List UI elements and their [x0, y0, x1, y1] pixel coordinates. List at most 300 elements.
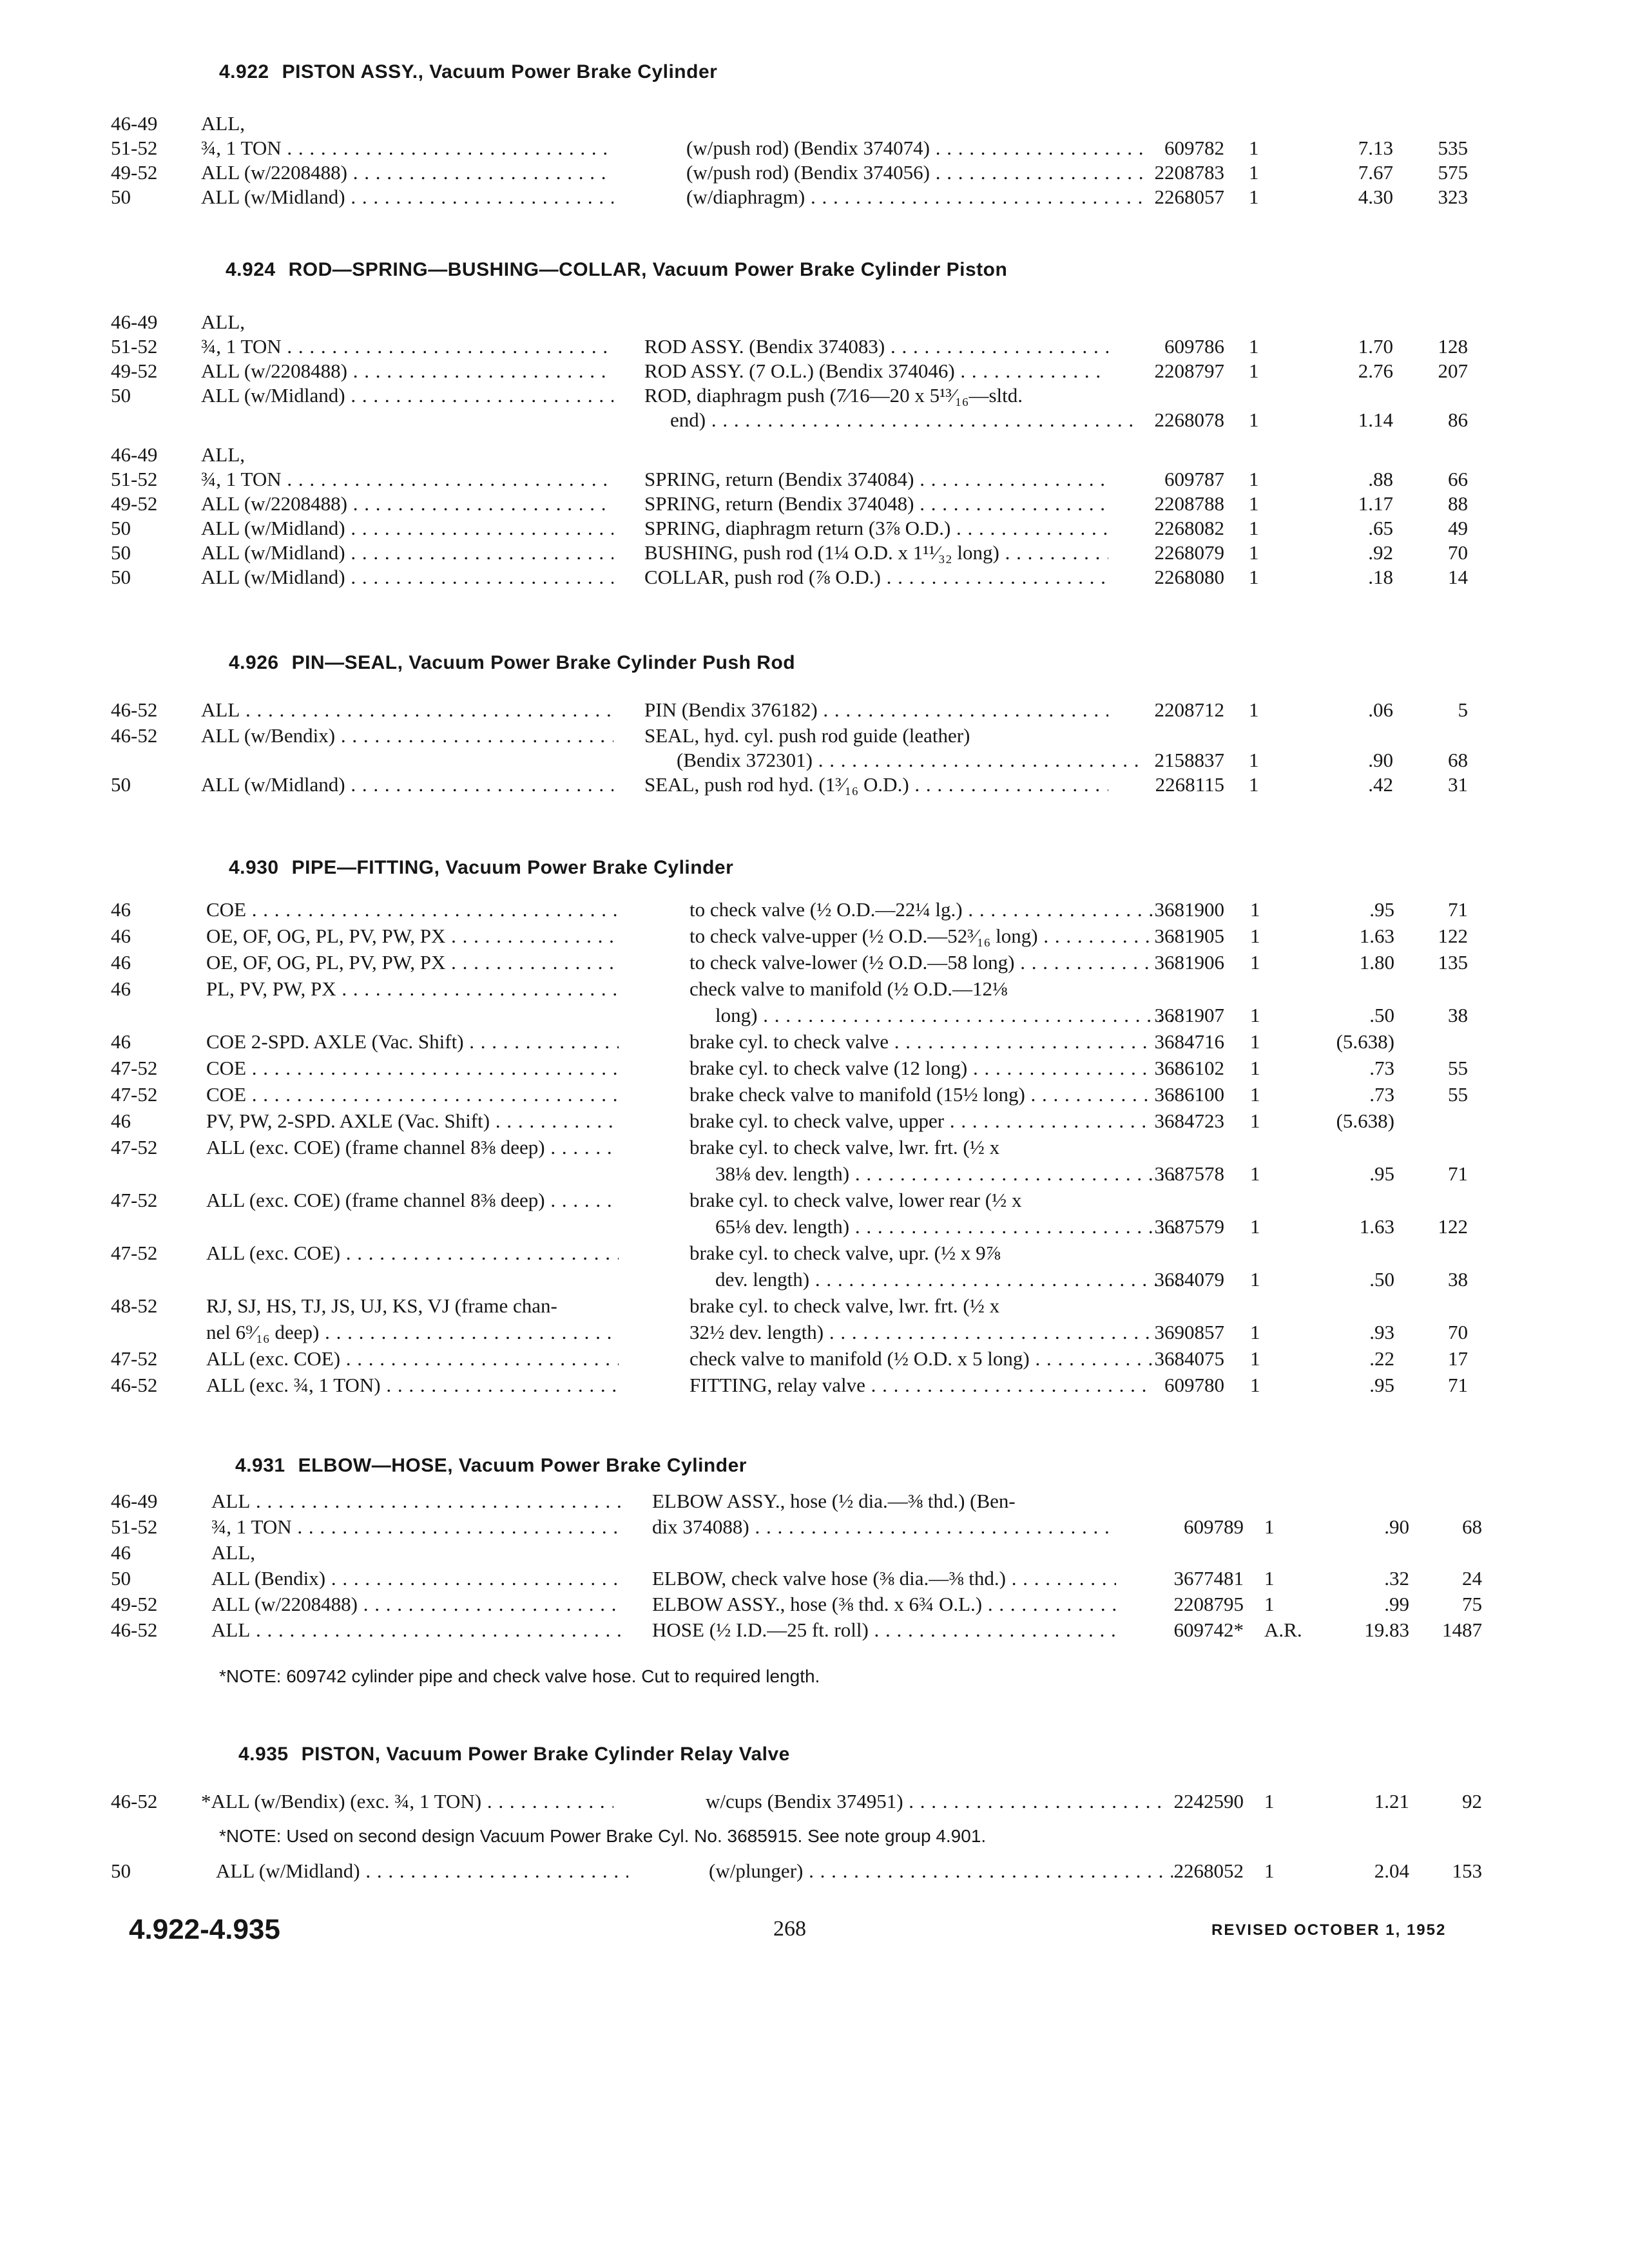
leader-dots [706, 408, 1134, 431]
year-cell: 47-52 [111, 1057, 158, 1079]
table-row [0, 976, 1629, 1002]
weight-cell: 55 [1448, 1083, 1468, 1106]
year-cell: 47-52 [111, 1242, 158, 1264]
quantity-cell: 1 [1264, 1593, 1275, 1615]
price-cell: 2.04 [1374, 1860, 1409, 1882]
price-cell: .32 [1384, 1567, 1409, 1590]
model-cell: ALL (w/Midland) . . . [201, 540, 613, 566]
weight-cell: 17 [1448, 1347, 1468, 1370]
year-cell: 46-52 [111, 1790, 158, 1812]
description-text: brake cyl. to check valve, upper [689, 1110, 945, 1132]
price-cell: 4.30 [1358, 186, 1393, 208]
description-text: w/cups (Bendix 374951) [706, 1790, 903, 1812]
model-cell: ALL (w/Midland) . . . [201, 515, 613, 541]
table-row [0, 309, 1629, 335]
year-cell: 46 [111, 977, 131, 1000]
table-row [0, 723, 1629, 749]
description-cell [652, 1591, 1116, 1617]
description-text: brake cyl. to check valve (12 long) [689, 1057, 968, 1079]
description-cell [644, 697, 1108, 723]
price-cell: .50 [1369, 1004, 1394, 1026]
model-cell: ¾, 1 TON . . . [211, 1514, 624, 1540]
description-text: ROD ASSY. (Bendix 374083) [644, 335, 885, 358]
part-number-cell: 2208712 [1154, 698, 1224, 721]
year-cell: 51-52 [111, 468, 158, 490]
model-cell: ALL . . . [201, 697, 613, 723]
part-number-cell: 609786 [1164, 335, 1224, 358]
model-cell: OE, OF, OG, PL, PV, PW, PX . . . [206, 923, 619, 949]
description-text: 32½ dev. length) [689, 1321, 824, 1343]
page-number: 268 [773, 1917, 806, 1941]
model-cell: ALL . . . [211, 1617, 624, 1643]
model-cell: ALL, [211, 1541, 256, 1564]
table-row [0, 564, 1629, 590]
table-row [0, 160, 1629, 186]
description-text: SPRING, return (Bendix 374084) [644, 468, 914, 490]
leader-dots [1006, 1567, 1116, 1590]
description-cell [686, 160, 1150, 186]
leader-dots [869, 1619, 1116, 1641]
section-heading: PIPE—FITTING, Vacuum Power Brake Cylinder [291, 857, 734, 878]
table-row [0, 897, 1629, 923]
year-cell: 49-52 [111, 1593, 158, 1615]
model-cell: ALL (w/2208488) . . . [201, 491, 613, 517]
table-row [0, 1082, 1629, 1108]
year-cell: 49-52 [111, 161, 158, 184]
model-cell: ALL (exc. COE) . . . [206, 1346, 619, 1372]
description-cell [652, 1514, 1116, 1540]
model-cell: ALL (w/2208488) . . . [201, 358, 613, 384]
description-text: (Bendix 372301) [677, 749, 813, 771]
description-text: SPRING, diaphragm return (3⅞ O.D.) [644, 517, 951, 539]
table-row [0, 747, 1629, 773]
table-row [0, 135, 1629, 161]
table-row [0, 358, 1629, 384]
description-cell [644, 564, 1108, 590]
year-cell: 46-52 [111, 698, 158, 721]
description-cell [644, 491, 1108, 517]
price-cell: 19.83 [1364, 1619, 1409, 1641]
part-number-cell: 3677481 [1173, 1567, 1244, 1590]
description-text: end) [670, 408, 706, 431]
year-cell: 46-52 [111, 1619, 158, 1641]
description-text: (w/push rod) (Bendix 374074) [686, 137, 930, 159]
quantity-cell: 1 [1249, 566, 1259, 588]
quantity-cell: 1 [1250, 1215, 1260, 1238]
quantity-cell: 1 [1250, 1347, 1260, 1370]
leader-dots [909, 773, 1108, 796]
model-cell: ALL (w/Midland) . . . [216, 1858, 628, 1884]
section-heading: ROD—SPRING—BUSHING—COLLAR, Vacuum Power Brake Cylinder Piston [288, 259, 1008, 280]
part-number-cell: 609787 [1164, 468, 1224, 490]
model-cell: ¾, 1 TON . . . [201, 334, 613, 360]
weight-cell: 535 [1438, 137, 1468, 159]
quantity-cell: 1 [1249, 698, 1259, 721]
weight-cell: 70 [1448, 1321, 1468, 1343]
table-row [0, 1293, 1629, 1319]
weight-cell: 66 [1448, 468, 1468, 490]
description-cell [689, 1320, 1153, 1345]
price-cell: .42 [1368, 773, 1393, 796]
quantity-cell: 1 [1249, 161, 1259, 184]
quantity-cell: 1 [1249, 408, 1259, 431]
table-row [0, 1617, 1629, 1643]
year-cell: 46-52 [111, 724, 158, 747]
part-number-cell: 3681907 [1154, 1004, 1224, 1026]
price-cell: .73 [1369, 1083, 1394, 1106]
description-cell [706, 1789, 1170, 1814]
description-cell [689, 923, 1153, 949]
table-row [0, 334, 1629, 360]
section-title [238, 1744, 790, 1765]
price-cell: .50 [1369, 1268, 1394, 1291]
leader-dots [999, 541, 1108, 564]
weight-cell: 14 [1448, 566, 1468, 588]
table-row [0, 1320, 1629, 1345]
weight-cell: 71 [1448, 1162, 1468, 1185]
weight-cell: 71 [1448, 1374, 1468, 1396]
year-cell: 51-52 [111, 335, 158, 358]
part-number-cell: 3681905 [1154, 925, 1224, 947]
section-title [235, 1455, 747, 1477]
price-cell: .22 [1369, 1347, 1394, 1370]
weight-cell: 75 [1462, 1593, 1482, 1615]
model-cell: ALL . . . [211, 1488, 624, 1514]
table-row [0, 1514, 1629, 1540]
weight-cell: 92 [1462, 1790, 1482, 1812]
description-cell [644, 772, 1108, 798]
description-cell [689, 1187, 1153, 1213]
year-cell: 50 [111, 566, 131, 588]
part-number-cell: 2268115 [1155, 773, 1224, 796]
quantity-cell: 1 [1249, 186, 1259, 208]
quantity-cell: 1 [1250, 898, 1260, 921]
leader-dots [813, 749, 1141, 771]
model-cell: COE 2-SPD. AXLE (Vac. Shift) . . . [206, 1029, 619, 1055]
quantity-cell: A.R. [1264, 1619, 1302, 1641]
section-title [229, 652, 795, 674]
part-number-cell: 2268079 [1154, 541, 1224, 564]
description-text: PIN (Bendix 376182) [644, 698, 818, 721]
description-cell: ROD, diaphragm push (7⁄16—20 x 5¹³⁄₁₆—sltd. [644, 384, 1023, 407]
description-cell [689, 1029, 1153, 1055]
leader-dots [818, 698, 1108, 721]
quantity-cell: 1 [1264, 1567, 1275, 1590]
quantity-cell: 1 [1250, 1057, 1260, 1079]
weight-cell: 38 [1448, 1268, 1468, 1291]
description-text: SEAL, push rod hyd. (1³⁄₁₆ O.D.) [644, 773, 909, 796]
description-text: dix 374088) [652, 1515, 749, 1538]
year-cell: 47-52 [111, 1136, 158, 1158]
table-row [0, 184, 1629, 210]
quantity-cell: 1 [1250, 951, 1260, 974]
weight-cell: 207 [1438, 360, 1468, 382]
leader-dots [955, 360, 1108, 382]
weight-cell: 71 [1448, 898, 1468, 921]
part-number-cell: 2268080 [1154, 566, 1224, 588]
table-row [0, 1187, 1629, 1213]
price-cell: 1.63 [1359, 925, 1394, 947]
quantity-cell: 1 [1249, 773, 1259, 796]
table-row [0, 1346, 1629, 1372]
model-cell: ALL (w/Midland) . . . [201, 383, 613, 408]
description-text: brake cyl. to check valve, lwr. frt. (½ x [689, 1136, 1000, 1158]
price-cell: 1.70 [1358, 335, 1393, 358]
part-number-cell: 3681906 [1154, 951, 1224, 974]
price-cell: 7.67 [1358, 161, 1393, 184]
description-cell [689, 1055, 1153, 1081]
description-cell [686, 135, 1150, 161]
year-cell: 46-49 [111, 1490, 158, 1512]
quantity-cell: 1 [1249, 517, 1259, 539]
table-row [0, 1591, 1629, 1617]
description-text: COLLAR, push rod (⅞ O.D.) [644, 566, 881, 588]
model-cell: ALL (exc. ¾, 1 TON) . . . [206, 1372, 619, 1398]
weight-cell: 323 [1438, 186, 1468, 208]
section-number: 4.924 [226, 259, 276, 280]
weight-cell: 31 [1448, 773, 1468, 796]
table-row [0, 1108, 1629, 1134]
year-cell: 46-49 [111, 443, 158, 466]
year-cell: 51-52 [111, 137, 158, 159]
weight-cell: 68 [1448, 749, 1468, 771]
description-text: HOSE (½ I.D.—25 ft. roll) [652, 1619, 869, 1641]
part-number-cell: 3684723 [1154, 1110, 1224, 1132]
year-cell: 46 [111, 898, 131, 921]
model-cell: ALL (Bendix) . . . [211, 1566, 624, 1591]
description-cell [689, 897, 1153, 923]
year-cell: 46-49 [111, 112, 158, 135]
year-cell: 48-52 [111, 1294, 158, 1317]
price-cell: .99 [1384, 1593, 1409, 1615]
price-cell: (5.638) [1336, 1030, 1394, 1053]
model-cell: ALL (exc. COE) . . . [206, 1240, 619, 1266]
year-cell: 50 [111, 541, 131, 564]
description-text: 38⅛ dev. length) [715, 1162, 850, 1185]
quantity-cell: 1 [1250, 1321, 1260, 1343]
section-note: *NOTE: 609742 cylinder pipe and check valve hose. Cut to required length. [219, 1666, 820, 1686]
part-number-cell: 2268082 [1154, 517, 1224, 539]
quantity-cell: 1 [1249, 137, 1259, 159]
section-number: 4.935 [238, 1744, 289, 1765]
table-row [0, 540, 1629, 566]
description-cell [689, 1346, 1153, 1372]
description-cell [689, 1293, 1153, 1319]
model-cell: RJ, SJ, HS, TJ, JS, UJ, KS, VJ (frame chan- [206, 1294, 557, 1317]
year-cell: 50 [111, 186, 131, 208]
model-cell: ALL (w/2208488) . . . [201, 160, 613, 186]
model-cell: ALL (w/Midland) . . . [201, 184, 613, 210]
year-cell: 47-52 [111, 1189, 158, 1211]
description-cell [689, 1082, 1153, 1108]
price-cell: 1.80 [1359, 951, 1394, 974]
quantity-cell: 1 [1249, 749, 1259, 771]
table-row [0, 1055, 1629, 1081]
weight-cell: 575 [1438, 161, 1468, 184]
part-number-cell: 2208788 [1154, 492, 1224, 515]
description-text: brake cyl. to check valve, lwr. frt. (½ x [689, 1294, 1000, 1317]
part-number-cell: 2208783 [1154, 161, 1224, 184]
model-cell: COE . . . [206, 1055, 619, 1081]
description-cell [670, 407, 1134, 433]
description-cell [644, 540, 1108, 566]
model-cell: COE . . . [206, 897, 619, 923]
weight-cell: 70 [1448, 541, 1468, 564]
model-cell: PL, PV, PW, PX . . . [206, 976, 619, 1002]
group-range: 4.922-4.935 [129, 1914, 280, 1945]
description-text: long) [715, 1004, 758, 1026]
quantity-cell: 1 [1250, 1374, 1260, 1396]
description-text: ELBOW ASSY., hose (⅜ thd. x 6¾ O.L.) [652, 1593, 983, 1615]
description-cell [644, 466, 1108, 492]
weight-cell: 1487 [1442, 1619, 1482, 1641]
year-cell: 46-52 [111, 1374, 158, 1396]
table-row [0, 1566, 1629, 1591]
description-cell [652, 1566, 1116, 1591]
section-heading: ELBOW—HOSE, Vacuum Power Brake Cylinder [298, 1455, 747, 1476]
description-text: (w/push rod) (Bendix 374056) [686, 161, 930, 184]
year-cell: 46 [111, 1110, 131, 1132]
table-row [0, 1003, 1629, 1028]
table-row [0, 1488, 1629, 1514]
year-cell: 46 [111, 951, 131, 974]
table-row [0, 1029, 1629, 1055]
section-number: 4.926 [229, 652, 279, 673]
description-text: to check valve-upper (½ O.D.—52³⁄₁₆ long) [689, 925, 1038, 947]
description-text: check valve to manifold (½ O.D.—12⅛ [689, 977, 1008, 1000]
price-cell: 2.76 [1358, 360, 1393, 382]
description-text: SPRING, return (Bendix 374048) [644, 492, 914, 515]
section-heading: PIN—SEAL, Vacuum Power Brake Cylinder Push Rod [291, 652, 796, 673]
model-cell: ALL, [201, 443, 246, 466]
year-cell: 46 [111, 1541, 131, 1564]
price-cell: 1.17 [1358, 492, 1393, 515]
description-cell [686, 184, 1150, 210]
price-cell: .95 [1369, 1162, 1394, 1185]
weight-cell: 24 [1462, 1567, 1482, 1590]
description-text: brake cyl. to check valve [689, 1030, 889, 1053]
description-cell [709, 1858, 1173, 1884]
section-heading: PISTON, Vacuum Power Brake Cylinder Relay Valve [301, 1744, 790, 1765]
description-text: to check valve-lower (½ O.D.—58 long) [689, 951, 1015, 974]
model-cell: ALL (w/Midland) . . . [201, 564, 613, 590]
price-cell: .95 [1369, 1374, 1394, 1396]
description-text: (w/plunger) [709, 1860, 804, 1882]
part-number-cell: 2242590 [1173, 1790, 1244, 1812]
table-row [0, 466, 1629, 492]
description-text: BUSHING, push rod (1¼ O.D. x 1¹¹⁄₃₂ long) [644, 541, 999, 564]
year-cell: 46 [111, 925, 131, 947]
model-cell: ¾, 1 TON . . . [201, 135, 613, 161]
part-number-cell: 3684079 [1154, 1268, 1224, 1291]
section-number: 4.922 [219, 61, 269, 82]
description-cell [652, 1488, 1116, 1514]
revision-date: REVISED OCTOBER 1, 1952 [1211, 1921, 1447, 1939]
quantity-cell: 1 [1250, 1030, 1260, 1053]
description-text: brake cyl. to check valve, lower rear (½ x [689, 1189, 1022, 1211]
description-cell [689, 976, 1153, 1002]
quantity-cell: 1 [1250, 925, 1260, 947]
section-title [226, 259, 1007, 281]
weight-cell: 122 [1438, 1215, 1468, 1238]
description-text: check valve to manifold (½ O.D. x 5 long) [689, 1347, 1030, 1370]
model-cell: ¾, 1 TON . . . [201, 466, 613, 492]
price-cell: .92 [1368, 541, 1393, 564]
description-cell [644, 334, 1108, 360]
quantity-cell: 1 [1264, 1790, 1275, 1812]
description-text: FITTING, relay valve [689, 1374, 865, 1396]
price-cell: .88 [1368, 468, 1393, 490]
description-cell [644, 358, 1108, 384]
weight-cell: 128 [1438, 335, 1468, 358]
quantity-cell: 1 [1264, 1860, 1275, 1882]
table-row [0, 515, 1629, 541]
table-row [0, 442, 1629, 468]
model-cell: nel 6⁹⁄₁₆ deep) . . . [206, 1320, 619, 1345]
description-cell [644, 515, 1108, 541]
leader-dots [950, 517, 1108, 539]
price-cell: .18 [1368, 566, 1393, 588]
description-cell [689, 1108, 1153, 1134]
description-text: to check valve (½ O.D.—22¼ lg.) [689, 898, 963, 921]
weight-cell: 38 [1448, 1004, 1468, 1026]
year-cell: 46-49 [111, 311, 158, 333]
weight-cell: 122 [1438, 925, 1468, 947]
model-cell: ALL, [201, 311, 246, 333]
part-number-cell: 3687578 [1154, 1162, 1224, 1185]
price-cell: 7.13 [1358, 137, 1393, 159]
table-row [0, 383, 1629, 408]
part-number-cell: 3686100 [1154, 1083, 1224, 1106]
model-cell: ALL (w/Bendix) . . . [201, 723, 613, 749]
price-cell: .73 [1369, 1057, 1394, 1079]
table-row [0, 1135, 1629, 1160]
table-row [0, 111, 1629, 137]
leader-dots [881, 566, 1108, 588]
year-cell: 50 [111, 384, 131, 407]
leader-dots [914, 492, 1108, 515]
part-number-cell: 2268057 [1154, 186, 1224, 208]
weight-cell: 88 [1448, 492, 1468, 515]
weight-cell: 68 [1462, 1515, 1482, 1538]
part-number-cell: 3687579 [1154, 1215, 1224, 1238]
quantity-cell: 1 [1249, 335, 1259, 358]
quantity-cell: 1 [1249, 468, 1259, 490]
table-row [0, 1789, 1629, 1814]
section-heading: PISTON ASSY., Vacuum Power Brake Cylinder [282, 61, 718, 82]
section-number: 4.930 [229, 857, 279, 878]
quantity-cell: 1 [1250, 1083, 1260, 1106]
year-cell: 46 [111, 1030, 131, 1053]
model-cell: COE . . . [206, 1082, 619, 1108]
price-cell: .93 [1369, 1321, 1394, 1343]
price-cell: 1.14 [1358, 408, 1393, 431]
part-number-cell: 609742* [1173, 1619, 1244, 1641]
quantity-cell: 1 [1249, 360, 1259, 382]
part-number-cell: 2208795 [1173, 1593, 1244, 1615]
description-cell [677, 747, 1141, 773]
part-number-cell: 2208797 [1154, 360, 1224, 382]
table-row [0, 950, 1629, 975]
description-text: brake cyl. to check valve, upr. (½ x 9⅞ [689, 1242, 1001, 1264]
quantity-cell: 1 [1250, 1004, 1260, 1026]
table-row [0, 491, 1629, 517]
description-text: ELBOW ASSY., hose (½ dia.—⅜ thd.) (Ben- [652, 1490, 1016, 1512]
part-number-cell: 2268052 [1173, 1860, 1244, 1882]
part-number-cell: 3684075 [1154, 1347, 1224, 1370]
model-cell: OE, OF, OG, PL, PV, PW, PX . . . [206, 950, 619, 975]
part-number-cell: 609780 [1164, 1374, 1224, 1396]
